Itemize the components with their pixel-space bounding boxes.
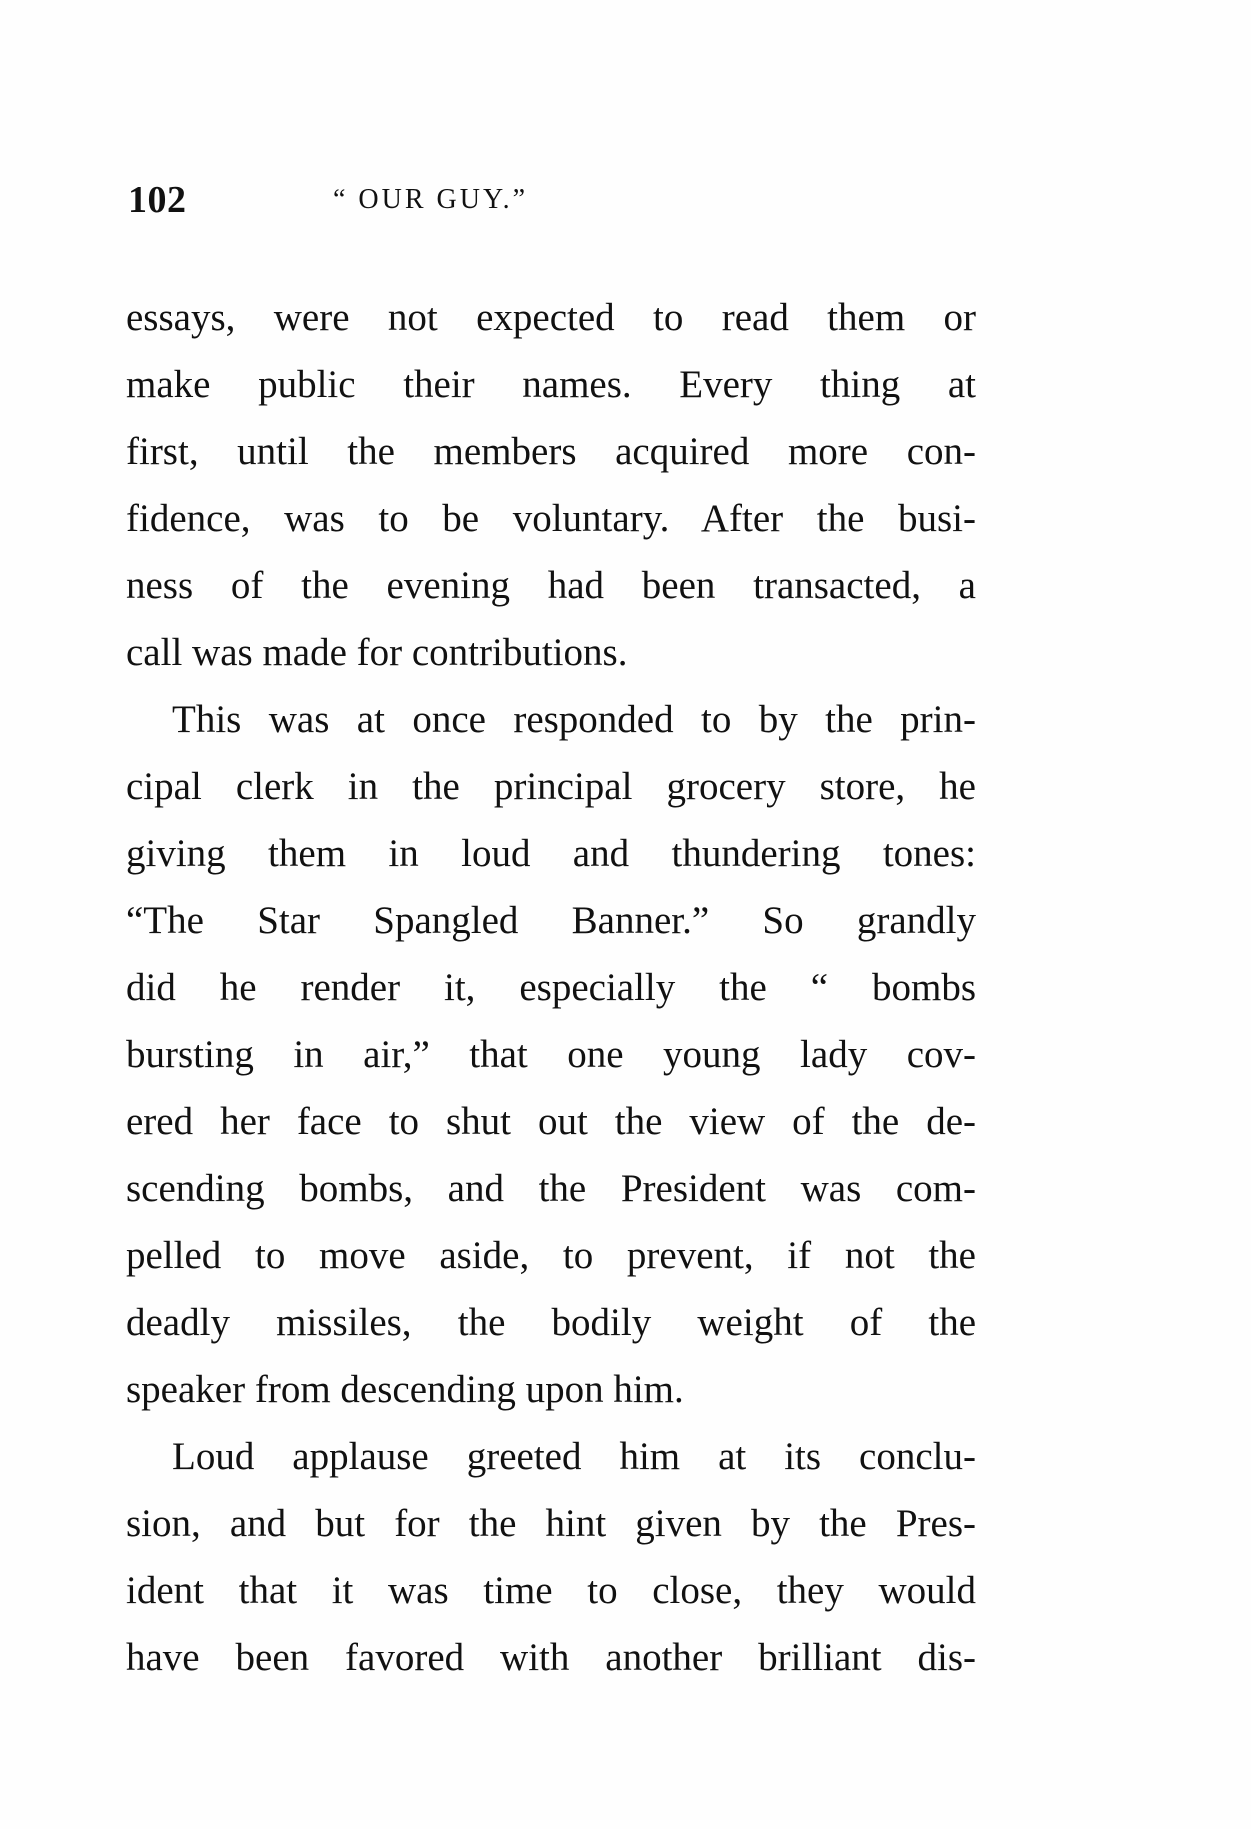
text-line: bursting in air,” that one young lady cov- (126, 1033, 976, 1076)
text-line: Loud applause greeted him at its conclu- (172, 1435, 976, 1478)
text-line: giving them in loud and thundering tones: (126, 832, 976, 875)
paragraph-3 (126, 1423, 976, 1691)
text-line: fidence, was to be voluntary. After the busi- (126, 497, 976, 540)
page-number: 102 (128, 179, 187, 221)
text-line: deadly missiles, the bodily weight of the (126, 1301, 976, 1344)
text-line: scending bombs, and the President was com- (126, 1167, 976, 1210)
body-text (126, 284, 976, 1691)
page-header (128, 178, 976, 228)
text-line: ident that it was time to close, they would (126, 1569, 976, 1612)
text-line: have been favored with another brilliant dis- (126, 1636, 976, 1679)
text-line: sion, and but for the hint given by the Pres- (126, 1502, 976, 1545)
text-line: speaker from descending upon him. (126, 1368, 684, 1411)
text-line: ness of the evening had been transacted, a (126, 564, 976, 607)
text-line: call was made for contributions. (126, 631, 628, 674)
text-line: did he render it, especially the “ bombs (126, 966, 976, 1009)
paragraph-1 (126, 284, 976, 686)
paragraph-2 (126, 686, 976, 1423)
text-line: make public their names. Every thing at (126, 363, 976, 406)
running-title: “ OUR GUY.” (333, 184, 529, 215)
text-line: pelled to move aside, to prevent, if not the (126, 1234, 976, 1277)
text-line: ered her face to shut out the view of the de- (126, 1100, 976, 1143)
text-line: first, until the members acquired more con- (126, 430, 976, 473)
text-line: This was at once responded to by the prin- (172, 698, 976, 741)
text-line: “The Star Spangled Banner.” So grandly (126, 899, 976, 942)
text-line: essays, were not expected to read them or (126, 296, 976, 339)
text-line: cipal clerk in the principal grocery store, he (126, 765, 976, 808)
